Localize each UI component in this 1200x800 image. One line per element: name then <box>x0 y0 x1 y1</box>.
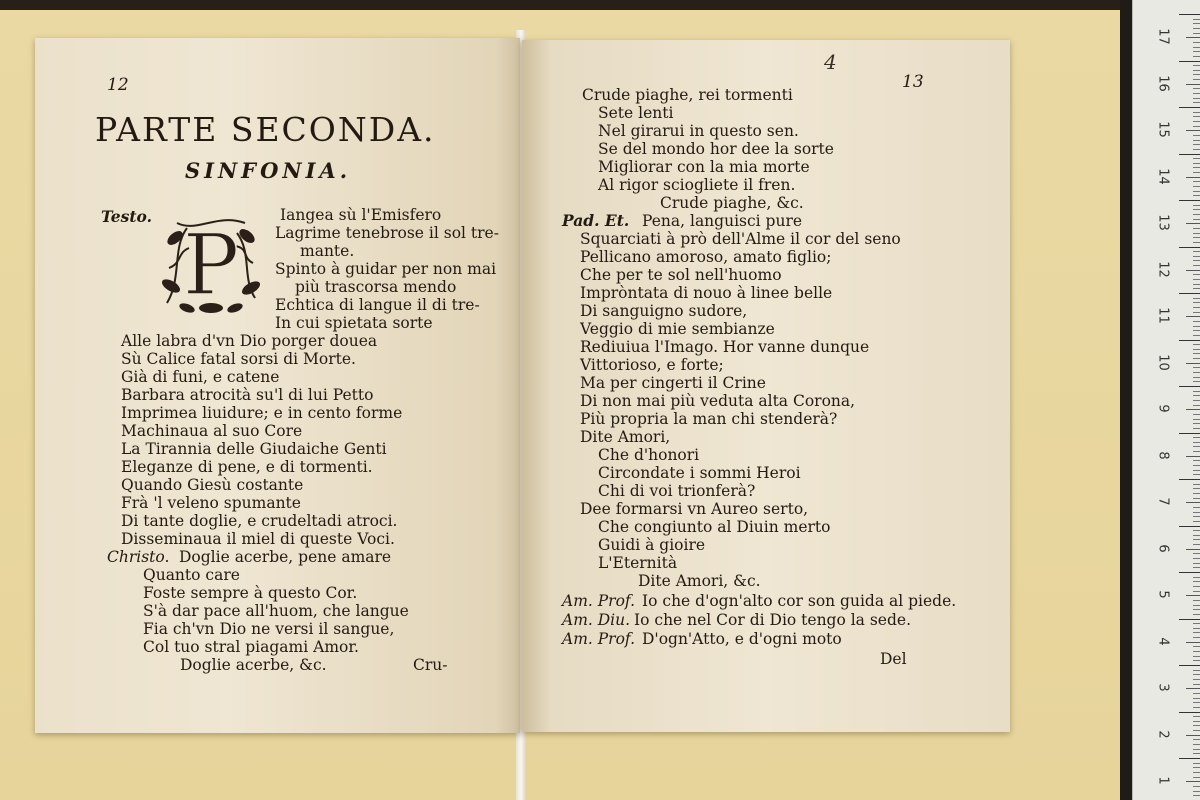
ruler-tick <box>1193 274 1200 275</box>
ruler-tick <box>1179 712 1200 713</box>
text-line: Se del mondo hor dee la sorte <box>598 140 834 158</box>
ruler-tick <box>1193 344 1200 345</box>
ruler-tick <box>1193 405 1200 406</box>
ruler-tick <box>1193 539 1200 540</box>
text-line: Machinaua al suo Core <box>121 422 303 440</box>
text-line: Ma per cingerti il Crine <box>580 374 766 392</box>
catchword: Del <box>880 650 907 668</box>
handwritten-mark: 4 <box>824 50 837 74</box>
text-line: Al rigor sciogliete il fren. <box>598 176 796 194</box>
refrain-line: Dite Amori, &c. <box>638 572 761 590</box>
ruler-tick <box>1193 558 1200 559</box>
ruler-tick <box>1193 581 1200 582</box>
ruler-tick <box>1186 549 1200 550</box>
ruler-tick <box>1179 386 1200 387</box>
right-page <box>522 40 1010 732</box>
text-line: Che d'honori <box>598 446 700 464</box>
catchword: Cru- <box>413 656 448 674</box>
section-subtitle: SINFONIA. <box>185 158 352 183</box>
ruler-tick <box>1193 256 1200 257</box>
ruler-tick <box>1193 460 1200 461</box>
ruler-tick <box>1193 614 1200 615</box>
ruler-tick <box>1193 228 1200 229</box>
ruler-tick <box>1193 28 1200 29</box>
ruler-label: 3 <box>1155 683 1171 692</box>
ruler-tick <box>1179 572 1200 573</box>
text-line: Frà 'l veleno spumante <box>121 494 301 512</box>
ruler-tick <box>1193 98 1200 99</box>
ruler-tick <box>1193 567 1200 568</box>
speaker-label: Am. Diu. <box>562 611 631 629</box>
ruler-tick <box>1193 498 1200 499</box>
text-line: Foste sempre à questo Cor. <box>143 584 358 602</box>
ruler-tick <box>1193 702 1200 703</box>
text-line: Che per te sol nell'huomo <box>580 266 782 284</box>
text-line: Spinto à guidar per non mai <box>275 260 497 278</box>
backdrop-dark-strip <box>1120 0 1132 800</box>
ruler-tick <box>1193 74 1200 75</box>
ruler-tick <box>1186 781 1200 782</box>
ruler-tick <box>1193 42 1200 43</box>
ruler-tick <box>1186 642 1200 643</box>
ruler-tick <box>1193 586 1200 587</box>
left-page <box>35 38 520 733</box>
ruler-tick <box>1193 609 1200 610</box>
text-line: Eleganze di pene, e di tormenti. <box>121 458 373 476</box>
ruler-tick <box>1193 656 1200 657</box>
ruler-tick <box>1193 284 1200 285</box>
ruler-tick <box>1193 637 1200 638</box>
ruler-label: 15 <box>1155 121 1171 139</box>
refrain-line: Doglie acerbe, &c. <box>180 656 327 674</box>
ruler-tick <box>1193 786 1200 787</box>
text-line: Sù Calice fatal sorsi di Morte. <box>121 350 356 368</box>
ruler-tick <box>1193 437 1200 438</box>
ruler-label: 12 <box>1155 260 1171 278</box>
ruler-label: 13 <box>1155 214 1171 232</box>
ruler-tick <box>1179 758 1200 759</box>
speaker-label: Pad. Et. <box>562 211 630 230</box>
ruler-tick <box>1193 288 1200 289</box>
ruler-label: 14 <box>1155 167 1171 185</box>
ruler-tick <box>1193 307 1200 308</box>
ruler-tick <box>1193 88 1200 89</box>
ruler-tick <box>1193 623 1200 624</box>
ruler-tick <box>1193 488 1200 489</box>
ruler-tick <box>1193 102 1200 103</box>
ruler-tick <box>1179 200 1200 201</box>
text-line: Di non mai più veduta alta Corona, <box>580 392 856 410</box>
ruler-tick <box>1193 544 1200 545</box>
ruler-tick <box>1193 651 1200 652</box>
ruler-tick <box>1193 777 1200 778</box>
text-line: Chi di voi trionferà? <box>598 482 756 500</box>
ruler-tick <box>1193 763 1200 764</box>
section-title: PARTE SECONDA. <box>95 110 436 149</box>
ruler-tick <box>1193 698 1200 699</box>
ruler-tick <box>1186 688 1200 689</box>
ruler-tick <box>1193 600 1200 601</box>
ruler-tick <box>1193 353 1200 354</box>
ruler-label: 7 <box>1155 497 1171 506</box>
ruler-tick <box>1193 47 1200 48</box>
ruler-tick <box>1193 516 1200 517</box>
ruler-tick <box>1179 293 1200 294</box>
ruler-tick <box>1193 23 1200 24</box>
text-line: Quanto care <box>143 566 240 584</box>
ruler-label: 8 <box>1155 451 1171 460</box>
ruler-tick <box>1186 270 1200 271</box>
text-line: Alle labra d'vn Dio porger douea <box>121 332 378 350</box>
ruler-tick <box>1186 130 1200 131</box>
refrain-line: Crude piaghe, &c. <box>660 194 804 212</box>
ruler-tick <box>1193 195 1200 196</box>
ruler-tick <box>1193 140 1200 141</box>
ruler-tick <box>1193 512 1200 513</box>
ruler-tick <box>1193 167 1200 168</box>
ruler-tick <box>1193 121 1200 122</box>
ruler-label: 11 <box>1155 307 1171 325</box>
ruler-label: 6 <box>1155 544 1171 553</box>
text-line: Crude piaghe, rei tormenti <box>582 86 793 104</box>
ruler-tick <box>1193 209 1200 210</box>
ruler-tick <box>1193 112 1200 113</box>
ruler-tick <box>1186 37 1200 38</box>
ruler-tick <box>1193 684 1200 685</box>
ruler-label: 17 <box>1155 28 1171 46</box>
ruler-tick <box>1193 56 1200 57</box>
ruler-tick <box>1193 707 1200 708</box>
ruler-label: 1 <box>1155 776 1171 785</box>
ruler-tick <box>1193 181 1200 182</box>
text-line: Echtica di langue il di tre- <box>275 296 480 314</box>
ruler-tick <box>1193 451 1200 452</box>
ruler-tick <box>1193 242 1200 243</box>
ruler-tick <box>1193 530 1200 531</box>
ruler-tick <box>1193 349 1200 350</box>
ruler-tick <box>1179 526 1200 527</box>
ruler-tick <box>1193 507 1200 508</box>
text-line: Circondate i sommi Heroi <box>598 464 801 482</box>
ruler-tick <box>1193 126 1200 127</box>
ruler-tick <box>1193 205 1200 206</box>
ruler-tick <box>1179 154 1200 155</box>
ruler-label: 2 <box>1155 730 1171 739</box>
ruler-tick <box>1193 730 1200 731</box>
text-line: Pena, languisci pure <box>642 212 803 230</box>
ruler-tick <box>1193 484 1200 485</box>
speaker-label: Testo. <box>101 207 152 226</box>
ruler-tick <box>1193 474 1200 475</box>
ruler-tick <box>1193 172 1200 173</box>
ruler-tick <box>1193 33 1200 34</box>
ruler-tick <box>1186 177 1200 178</box>
ruler-tick <box>1179 14 1200 15</box>
text-line: Di tante doglie, e crudeltadi atroci. <box>121 512 398 530</box>
text-line: L'Eternità <box>598 554 678 572</box>
text-line: Pellicano amoroso, amato figlio; <box>580 248 832 266</box>
ruler-tick <box>1193 65 1200 66</box>
text-line: Fia ch'vn Dio ne versi il sangue, <box>143 620 395 638</box>
text-line: Impròntata di nouo à linee belle <box>580 284 833 302</box>
page-number: 12 <box>107 75 129 95</box>
text-line: In cui spietata sorte <box>275 314 433 332</box>
initial-glyph: P <box>182 216 240 314</box>
ruler-tick <box>1193 791 1200 792</box>
ruler-tick <box>1179 433 1200 434</box>
ruler-tick <box>1186 456 1200 457</box>
ruler-tick <box>1193 367 1200 368</box>
ruler-tick <box>1193 739 1200 740</box>
ruler-tick <box>1193 191 1200 192</box>
ruler-tick <box>1193 632 1200 633</box>
ruler-tick <box>1193 377 1200 378</box>
speaker-label: Am. Prof. <box>562 592 636 610</box>
text-line: Io che nel Cor di Dio tengo la sede. <box>634 611 912 629</box>
ruler-tick <box>1193 535 1200 536</box>
ruler-tick <box>1193 279 1200 280</box>
ruler-tick <box>1186 363 1200 364</box>
ruler-tick <box>1193 298 1200 299</box>
ruler-tick <box>1193 414 1200 415</box>
ruler-tick <box>1193 693 1200 694</box>
speaker-label: Christo. <box>107 548 170 566</box>
ruler-tick <box>1193 116 1200 117</box>
ruler-label: 10 <box>1155 353 1171 371</box>
text-line: Rediuiua l'Imago. Hor vanne dunque <box>580 338 870 356</box>
ruler-tick <box>1193 795 1200 796</box>
ruler-tick <box>1193 265 1200 266</box>
ruler-tick <box>1186 316 1200 317</box>
ruler-tick <box>1193 326 1200 327</box>
text-line: Lagrime tenebrose il sol tre- <box>275 224 499 242</box>
text-line: Vittorioso, e forte; <box>580 356 724 374</box>
ruler-tick <box>1193 442 1200 443</box>
ruler-tick <box>1193 521 1200 522</box>
text-line: Dee formarsi vn Aureo serto, <box>580 500 809 518</box>
ruler-tick <box>1193 470 1200 471</box>
ruler-tick <box>1193 646 1200 647</box>
ruler-tick <box>1179 340 1200 341</box>
text-line: Quando Giesù costante <box>121 476 304 494</box>
text-line: Col tuo stral piagami Amor. <box>143 638 359 656</box>
ruler-tick <box>1193 237 1200 238</box>
ruler-tick <box>1193 591 1200 592</box>
ruler-tick <box>1193 219 1200 220</box>
text-line: Guidi à gioire <box>598 536 706 554</box>
text-line: Barbara atrocità su'l di lui Petto <box>121 386 374 404</box>
ruler-tick <box>1193 753 1200 754</box>
text-line: Imprimea liuidure; e in cento forme <box>121 404 403 422</box>
ruler-tick <box>1193 158 1200 159</box>
ruler-tick <box>1186 735 1200 736</box>
text-line: Più propria la man chi stenderà? <box>580 410 838 428</box>
ruler-label: 16 <box>1155 74 1171 92</box>
ruler-tick <box>1193 79 1200 80</box>
ruler-tick <box>1186 84 1200 85</box>
text-line: La Tirannia delle Giudaiche Genti <box>121 440 387 458</box>
ruler-tick <box>1193 446 1200 447</box>
ruler-tick <box>1193 381 1200 382</box>
ruler-tick <box>1193 400 1200 401</box>
text-line: Io che d'ogn'alto cor son guida al piede. <box>642 592 957 610</box>
ruler-tick <box>1193 428 1200 429</box>
text-line: Squarciati à prò dell'Alme il cor del seno <box>580 230 901 248</box>
ruler-tick <box>1193 186 1200 187</box>
text-line: Veggio di mie sembianze <box>580 320 775 338</box>
ruler-tick <box>1186 595 1200 596</box>
text-line: S'à dar pace all'huom, che langue <box>143 602 409 620</box>
ruler-tick <box>1193 563 1200 564</box>
ruler-tick <box>1186 223 1200 224</box>
text-line: Iangea sù l'Emisfero <box>280 206 442 224</box>
ruler-tick <box>1193 144 1200 145</box>
ruler-tick <box>1193 493 1200 494</box>
ruler-tick <box>1193 577 1200 578</box>
ruler-tick <box>1193 725 1200 726</box>
ruler-tick <box>1193 149 1200 150</box>
ruler-tick <box>1193 660 1200 661</box>
text-line: D'ogn'Atto, e d'ogni moto <box>642 630 842 648</box>
text-line: mante. <box>300 242 355 260</box>
ruler-tick <box>1193 358 1200 359</box>
ruler-tick <box>1193 335 1200 336</box>
ruler-tick <box>1193 767 1200 768</box>
ruler-tick <box>1193 395 1200 396</box>
text-line: Nel girarui in questo sen. <box>598 122 799 140</box>
ruler-tick <box>1186 409 1200 410</box>
ruler-tick <box>1193 260 1200 261</box>
measuring-ruler <box>1132 0 1200 800</box>
ruler-tick <box>1193 330 1200 331</box>
ruler-tick <box>1179 619 1200 620</box>
ruler-tick <box>1193 214 1200 215</box>
ruler-tick <box>1193 679 1200 680</box>
text-line: Migliorar con la mia morte <box>598 158 810 176</box>
ruler-tick <box>1193 553 1200 554</box>
ruler-tick <box>1193 19 1200 20</box>
ruler-tick <box>1179 247 1200 248</box>
ruler-tick <box>1186 502 1200 503</box>
ruler-tick <box>1179 107 1200 108</box>
ruler-tick <box>1193 51 1200 52</box>
ruler-tick <box>1193 670 1200 671</box>
text-line: Dite Amori, <box>580 428 671 446</box>
text-line: Disseminaua il miel di queste Voci. <box>121 530 395 548</box>
ruler-tick <box>1193 70 1200 71</box>
ruler-tick <box>1193 321 1200 322</box>
text-line: Già di funi, e catene <box>121 368 280 386</box>
ruler-tick <box>1193 312 1200 313</box>
backdrop-top-edge <box>0 0 1132 10</box>
ruler-tick <box>1193 605 1200 606</box>
ruler-label: 9 <box>1155 404 1171 413</box>
ruler-tick <box>1193 419 1200 420</box>
ruler-label: 5 <box>1155 590 1171 599</box>
ruler-tick <box>1193 465 1200 466</box>
page-number: 13 <box>902 72 924 92</box>
ruler-label: 4 <box>1155 637 1171 646</box>
ruler-tick <box>1193 423 1200 424</box>
ruler-tick <box>1193 391 1200 392</box>
ruler-tick <box>1193 674 1200 675</box>
ruler-tick <box>1193 372 1200 373</box>
ruler-tick <box>1193 716 1200 717</box>
ruler-tick <box>1193 721 1200 722</box>
text-line: Che congiunto al Diuin merto <box>598 518 831 536</box>
speaker-label: Am. Prof. <box>562 630 636 648</box>
text-line: Doglie acerbe, pene amare <box>179 548 392 566</box>
ruler-tick <box>1193 93 1200 94</box>
ruler-tick <box>1193 744 1200 745</box>
ruler-tick <box>1193 302 1200 303</box>
ruler-tick <box>1193 233 1200 234</box>
ruler-tick <box>1193 135 1200 136</box>
ruler-tick <box>1193 749 1200 750</box>
text-line: più trascorsa mendo <box>295 278 457 296</box>
ruler-tick <box>1179 61 1200 62</box>
decorated-initial-letter <box>157 208 265 316</box>
ruler-tick <box>1193 772 1200 773</box>
ruler-tick <box>1193 163 1200 164</box>
ruler-tick <box>1193 628 1200 629</box>
ruler-tick <box>1179 479 1200 480</box>
ruler-tick <box>1193 251 1200 252</box>
text-line: Sete lenti <box>598 104 674 122</box>
text-line: Di sanguigno sudore, <box>580 302 748 320</box>
ruler-tick <box>1179 665 1200 666</box>
